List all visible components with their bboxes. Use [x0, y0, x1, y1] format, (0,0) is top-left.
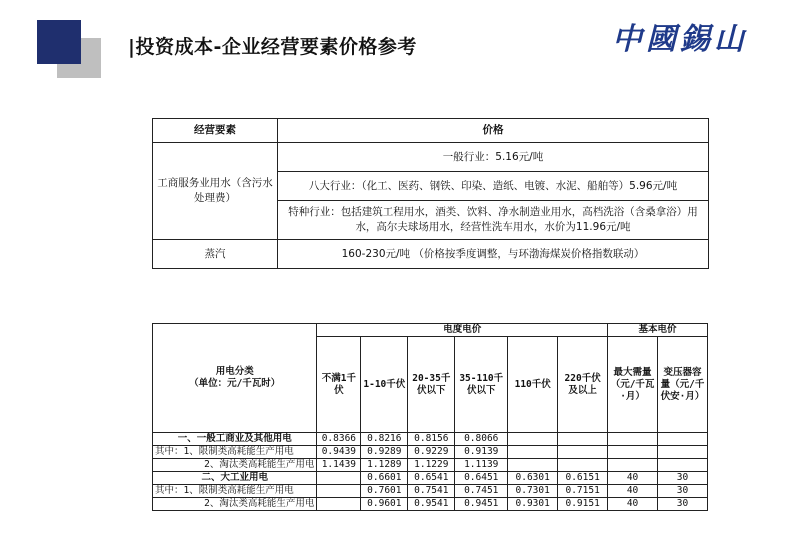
cell: 0.9151 [558, 498, 608, 511]
cell [608, 433, 658, 446]
cell: 0.9451 [455, 498, 508, 511]
category-header: 用电分类 （单位：元/千瓦时） [153, 324, 317, 433]
cell: 0.7541 [408, 485, 455, 498]
table-row [153, 472, 708, 485]
cell [558, 459, 608, 472]
cell [317, 485, 361, 498]
water-special: 特种行业：包括建筑工程用水，酒类、饮料、净水制造业用水，高档洗浴（含桑拿浴）用水，高尔夫球场用水，经营性洗车用水，水价为11.96元/吨 [278, 201, 709, 240]
row-label: 2、淘汰类高耗能生产用电 [153, 498, 317, 511]
cell: 0.9139 [455, 446, 508, 459]
cell: 0.7301 [508, 485, 558, 498]
cell: 30 [658, 485, 708, 498]
table-row [153, 485, 708, 498]
cell [658, 446, 708, 459]
cell: 40 [608, 498, 658, 511]
water-eight: 八大行业：（化工、医药、钢铁、印染、造纸、电镀、水泥、船舶等）5.96元/吨 [278, 172, 709, 201]
cell: 0.8066 [455, 433, 508, 446]
cell [508, 459, 558, 472]
col-header: 35-110千伏以下 [455, 337, 508, 433]
cell: 0.8366 [317, 433, 361, 446]
table-row [153, 143, 709, 172]
cell: 0.6451 [455, 472, 508, 485]
energy-price-header: 电度电价 [317, 324, 608, 337]
cell: 0.6601 [361, 472, 408, 485]
cell: 0.6151 [558, 472, 608, 485]
table-row [153, 459, 708, 472]
cell [317, 498, 361, 511]
electricity-table [152, 323, 708, 511]
cell [658, 433, 708, 446]
cell: 40 [608, 485, 658, 498]
cell [658, 459, 708, 472]
col-header: 1-10千伏 [361, 337, 408, 433]
table-row [153, 433, 708, 446]
basic-price-header: 基本电价 [608, 324, 708, 337]
cell [317, 472, 361, 485]
cell: 0.8156 [408, 433, 455, 446]
decor-blue-square [37, 20, 81, 64]
steam-label: 蒸汽 [153, 240, 278, 269]
cell: 1.1139 [455, 459, 508, 472]
row-label: 2、淘汰类高耗能生产用电 [153, 459, 317, 472]
row-label: 其中：1、限制类高耗能生产用电 [153, 446, 317, 459]
cell: 1.1439 [317, 459, 361, 472]
table-row [153, 240, 709, 269]
water-general: 一般行业：5.16元/吨 [278, 143, 709, 172]
table-row [153, 498, 708, 511]
row-label: 二、大工业用电 [153, 472, 317, 485]
table-row [153, 446, 708, 459]
cell [508, 433, 558, 446]
cell [608, 446, 658, 459]
water-label: 工商服务业用水（含污水处理费） [153, 143, 278, 240]
cell [608, 459, 658, 472]
cell [508, 446, 558, 459]
elec-header-row [153, 324, 708, 337]
col-header: 最大需量（元/千瓦·月） [608, 337, 658, 433]
cell: 0.9229 [408, 446, 455, 459]
cell: 0.6301 [508, 472, 558, 485]
cell: 0.9541 [408, 498, 455, 511]
cell [558, 446, 608, 459]
cell: 1.1289 [361, 459, 408, 472]
cell: 30 [658, 472, 708, 485]
brand-logo: 中國錫山 [612, 22, 748, 57]
cell: 0.7601 [361, 485, 408, 498]
cell [558, 433, 608, 446]
col-header: 不满1千伏 [317, 337, 361, 433]
cell: 0.7151 [558, 485, 608, 498]
col-header: 110千伏 [508, 337, 558, 433]
col-header: 220千伏及以上 [558, 337, 608, 433]
cell: 0.7451 [455, 485, 508, 498]
steam-price: 160-230元/吨 （价格按季度调整，与环渤海煤炭价格指数联动） [278, 240, 709, 269]
col-header: 20-35千伏以下 [408, 337, 455, 433]
price-table-header [153, 119, 709, 143]
cell: 0.9601 [361, 498, 408, 511]
cell: 1.1229 [408, 459, 455, 472]
cell: 0.9301 [508, 498, 558, 511]
col-price-header: 价格 [278, 119, 709, 143]
price-table [152, 118, 709, 269]
row-label: 一、一般工商业及其他用电 [153, 433, 317, 446]
row-label: 其中：1、限制类高耗能生产用电 [153, 485, 317, 498]
cell: 40 [608, 472, 658, 485]
page-title: |投资成本-企业经营要素价格参考 [128, 36, 417, 58]
col-element-header: 经营要素 [153, 119, 278, 143]
cell: 0.9289 [361, 446, 408, 459]
cell: 0.8216 [361, 433, 408, 446]
col-header: 变压器容量（元/千伏安·月） [658, 337, 708, 433]
cell: 30 [658, 498, 708, 511]
cell: 0.9439 [317, 446, 361, 459]
cell: 0.6541 [408, 472, 455, 485]
